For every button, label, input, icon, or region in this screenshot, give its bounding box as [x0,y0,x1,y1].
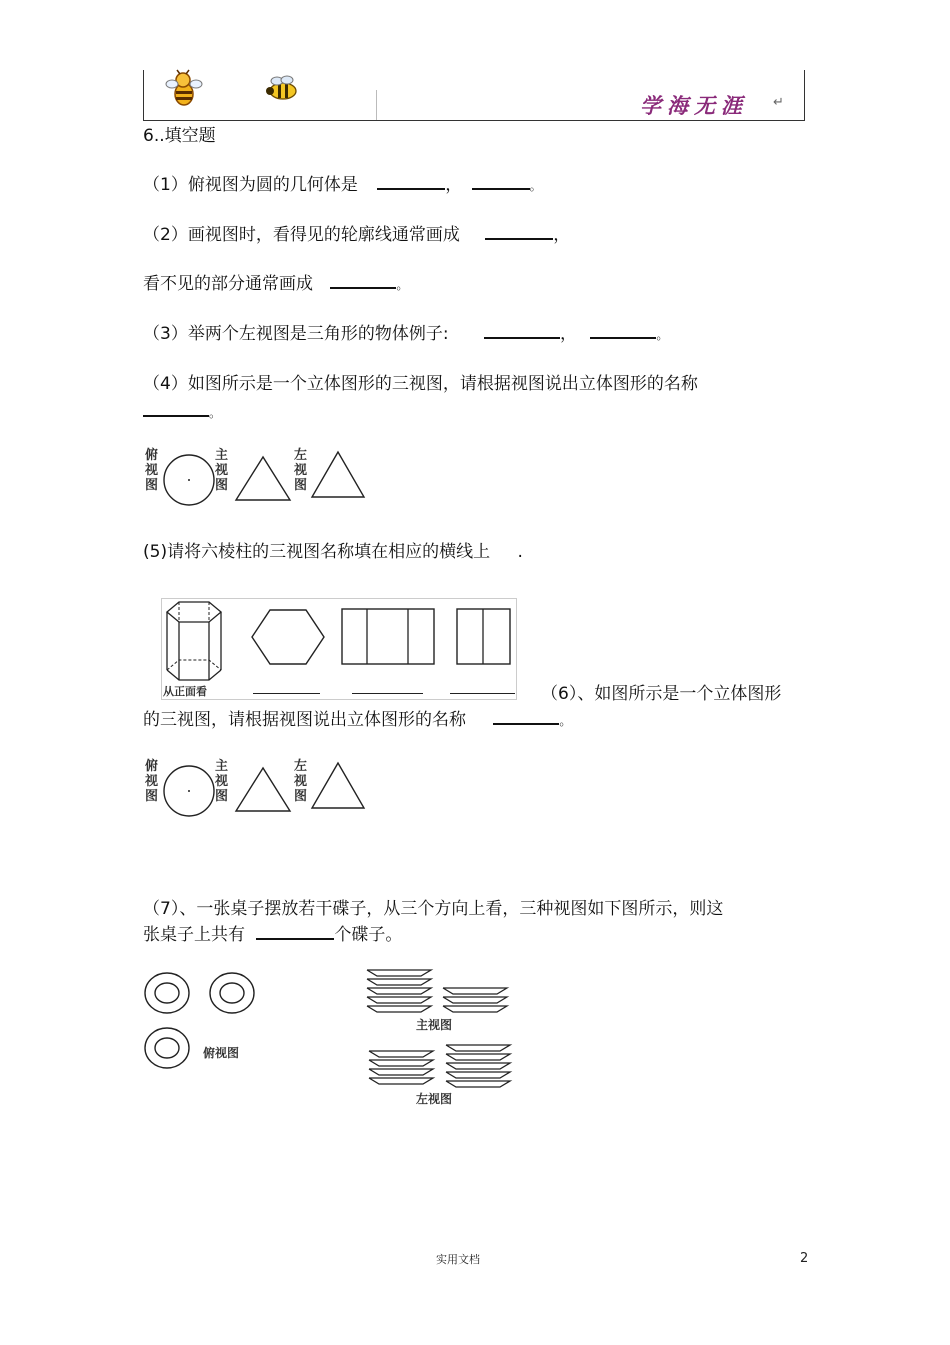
triangle-view-shape [234,455,292,503]
plate-stack-icon [442,985,508,1015]
question-5 [143,542,523,562]
question-6-line1: （6）、如图所示是一个立体图形 [541,684,782,704]
answer-blank[interactable] [450,693,515,694]
answer-blank[interactable] [493,709,559,725]
answer-blank[interactable] [472,174,530,190]
question-7 [143,899,723,919]
bee-mascot-icon [163,70,205,110]
header-logo-text: 学海无涯 [640,93,748,118]
header-left-border [143,70,144,120]
hexagon-view-shape [250,608,326,666]
plate-top-view-icon [143,1025,191,1071]
header-bottom-rule [143,120,805,121]
answer-blank[interactable] [484,323,560,339]
rectangle-three-face-view [341,608,435,666]
question-2-line2: 看不见的部分通常画成 [143,274,313,294]
question-7-line2-pre: 张桌子上共有 [143,925,245,945]
answer-blank[interactable] [253,693,320,694]
triangle-view-shape [234,766,292,814]
separator: ， [559,324,577,344]
hexagonal-prism-icon [163,598,227,688]
question-end: 。 [656,328,669,342]
question-2-cont [143,273,408,295]
plate-top-view-icon [143,970,191,1016]
question-end: 。 [559,714,572,728]
return-mark: ↵ [773,95,784,110]
left-view-label: 左 视 图 [294,759,308,804]
front-view-label: 主 视 图 [215,759,229,804]
question-end: . [517,542,523,562]
question-end: 。 [529,179,542,193]
plate-top-view-icon [208,970,256,1016]
left-view-caption: 左视图 [416,1092,453,1106]
top-view-label: 俯 视 图 [145,759,159,804]
answer-blank[interactable] [256,924,334,940]
page-number: 2 [800,1251,809,1266]
answer-blank[interactable] [377,174,445,190]
question-6 [541,684,781,704]
triangle-view-shape [310,761,366,811]
front-view-caption: 主视图 [416,1018,453,1032]
answer-blank[interactable] [143,401,209,417]
question-6-line2: 的三视图，请根据视图说出立体图形的名称 [143,710,466,730]
section-title: 6..填空题 [143,126,216,146]
question-7-line1: （7）、一张桌子摆放若干碟子，从三个方向上看，三种视图如下图所示，则这 [143,899,724,919]
question-3 [143,323,668,345]
question-4-answer [143,401,221,423]
question-4 [143,374,698,394]
plate-stack-icon [445,1042,511,1088]
question-end: 。 [396,278,409,292]
question-2-line1: （2）画视图时，看得见的轮廓线通常画成 [143,225,460,245]
question-3-text: （3）举两个左视图是三角形的物体例子: [143,324,449,344]
circle-view-shape [160,763,218,819]
answer-blank[interactable] [485,224,553,240]
plate-stack-icon [368,1048,434,1086]
question-1-text: （1）俯视图为圆的几何体是 [143,175,358,195]
left-view-label: 左 视 图 [294,448,308,493]
question-2 [143,224,570,245]
answer-blank[interactable] [590,323,656,339]
bee-icon [263,75,301,103]
question-6-cont [143,709,571,731]
separator: ， [445,175,463,195]
question-end: 。 [209,406,222,420]
header-divider [376,90,377,120]
triangle-view-shape [310,450,366,500]
question-5-text: (5)请将六棱柱的三视图名称填在相应的横线上 [143,542,491,562]
plate-stack-icon [366,967,432,1015]
answer-blank[interactable] [330,273,396,289]
question-4-text: （4）如图所示是一个立体图形的三视图，请根据视图说出立体图形的名称 [143,374,698,394]
top-view-label: 俯 视 图 [145,448,159,493]
question-7-line2-post: 个碟子。 [334,925,403,945]
footer-center-text: 实用文档 [436,1253,480,1266]
front-view-label: 主 视 图 [215,448,229,493]
circle-view-shape [160,452,218,508]
header-right-border [804,70,805,120]
separator: ， [553,225,571,245]
top-view-caption: 俯视图 [203,1046,240,1060]
rectangle-two-face-view [456,608,512,666]
question-7-cont [143,924,402,945]
answer-blank[interactable] [352,693,423,694]
figure-caption: 从正面看 [163,685,207,698]
question-1 [143,174,542,196]
